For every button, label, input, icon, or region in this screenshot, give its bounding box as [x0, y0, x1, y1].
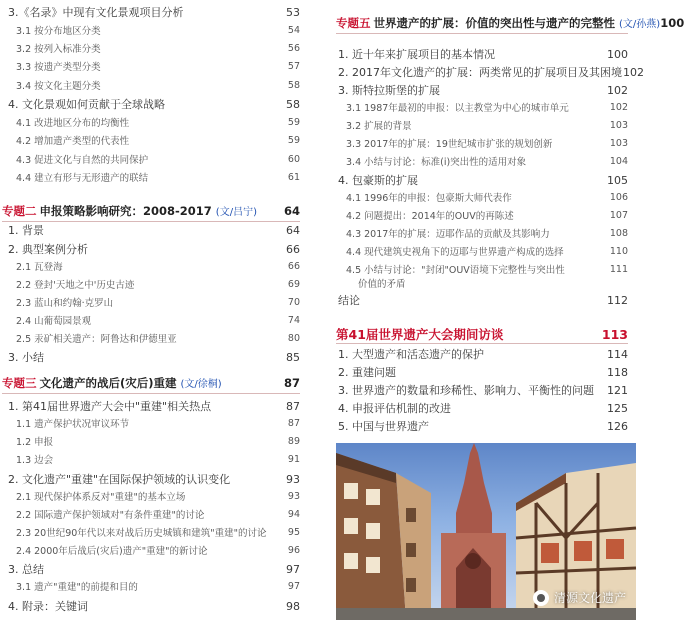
toc-entry — [338, 346, 628, 362]
toc-entry — [8, 222, 300, 238]
toc-entry-title: 4.3 促进文化与自然的共同保护 — [16, 155, 149, 166]
toc-entry-page: 114 — [607, 347, 628, 361]
toc-entry-title: 5. 中国与世界遗产 — [338, 420, 429, 433]
toc-entry-page: 87 — [287, 417, 300, 429]
topic-page: 100 — [660, 16, 684, 30]
toc-entry — [338, 82, 628, 98]
topic-title: 文化遗产的战后(灾后)重建 — [39, 376, 181, 390]
topic-heading — [2, 375, 300, 391]
toc-entry-title: 2.3 20世纪90年代以来对战后历史城镇和建筑"重建"的讨论 — [16, 528, 267, 539]
toc-entry — [346, 100, 628, 114]
toc-entry-title: 2.4 山葡萄园景观 — [16, 316, 92, 327]
toc-entry-page: 54 — [287, 24, 300, 36]
toc-entry-title: 4. 申报评估机制的改进 — [338, 402, 451, 415]
toc-entry-page: 59 — [287, 134, 300, 146]
toc-entry — [16, 434, 300, 448]
toc-entry-title: 3. 小结 — [8, 351, 44, 364]
toc-entry-page: 87 — [286, 399, 300, 413]
topic-divider — [2, 221, 300, 222]
toc-entry — [16, 259, 300, 273]
toc-entry-title: 价值的矛盾 — [358, 279, 406, 290]
topic-tag: 专题三 — [2, 376, 37, 390]
topic-title: 申报策略影响研究：2008-2017 — [39, 204, 216, 218]
toc-entry-title: 1.3 边会 — [16, 455, 54, 466]
toc-entry — [338, 400, 628, 416]
toc-entry — [358, 276, 628, 290]
toc-entry — [8, 598, 300, 614]
toc-entry-page: 110 — [609, 245, 628, 257]
topic-divider — [2, 393, 300, 394]
strasbourg-photo — [336, 443, 636, 620]
toc-entry-title: 1.1 遗产保护状况审议环节 — [16, 419, 130, 430]
toc-entry-title: 3.2 按列入标准分类 — [16, 44, 101, 55]
toc-entry-page: 95 — [287, 526, 300, 538]
toc-entry-title: 4.2 问题提出：2014年的OUV的再陈述 — [346, 211, 514, 222]
toc-entry-page: 66 — [286, 242, 300, 256]
toc-entry — [16, 78, 300, 92]
watermark-text: 清源文化遗产 — [553, 591, 626, 605]
toc-entry-title: 1. 背景 — [8, 224, 44, 237]
toc-entry-page: 100 — [607, 47, 628, 61]
toc-entry-title: 2. 2017年文化遗产的扩展：两类常见的扩展项目及其困境 — [338, 66, 622, 79]
toc-entry-page: 98 — [286, 599, 300, 613]
toc-entry — [338, 46, 628, 62]
toc-entry — [8, 398, 300, 414]
toc-entry — [16, 543, 300, 557]
toc-entry-title: 1. 大型遗产和活态遗产的保护 — [338, 348, 484, 361]
toc-entry-page: 121 — [607, 383, 628, 397]
toc-entry-title: 3.1 1987年最初的申报：以主教堂为中心的城市单元 — [346, 103, 569, 114]
toc-entry-title: 2.2 国际遗产保护领域对"有条件重建"的讨论 — [16, 510, 205, 521]
toc-entry-page: 111 — [609, 263, 628, 275]
toc-entry — [16, 152, 300, 166]
toc-entry — [346, 154, 628, 168]
toc-entry-title: 2.3 蓝山和约翰·克罗山 — [16, 298, 114, 309]
toc-entry-page: 108 — [609, 227, 628, 239]
toc-entry-page: 85 — [286, 350, 300, 364]
interview-heading — [336, 325, 628, 343]
toc-entry-page: 80 — [287, 332, 300, 344]
toc-entry — [338, 64, 644, 80]
topic-heading-text — [2, 203, 278, 219]
topic-tag: 专题二 — [2, 204, 37, 218]
toc-entry — [16, 170, 300, 184]
toc-entry-page: 89 — [287, 435, 300, 447]
toc-entry-page: 91 — [287, 453, 300, 465]
toc-entry-title: 3.《名录》中现有文化景观项目分析 — [8, 6, 184, 19]
toc-entry-page: 97 — [286, 562, 300, 576]
toc-entry — [346, 244, 628, 258]
toc-entry-title: 4.3 2017年的扩展：迈耶作品的贡献及其影响力 — [346, 229, 550, 240]
toc-entry-page: 61 — [287, 171, 300, 183]
toc-entry-title: 2.1 瓦登海 — [16, 262, 63, 273]
toc-entry-title: 4.2 增加遗产类型的代表性 — [16, 136, 130, 147]
interview-page: 113 — [601, 326, 628, 342]
toc-entry-page: 56 — [287, 42, 300, 54]
toc-entry-page: 69 — [287, 278, 300, 290]
toc-entry — [16, 525, 300, 539]
toc-entry-title: 4.4 建立有形与无形遗产的联结 — [16, 173, 149, 184]
topic-author: (文/吕宁) — [215, 207, 257, 218]
toc-entry-page: 102 — [622, 65, 644, 79]
toc-entry-title: 结论 — [338, 294, 360, 307]
toc-entry-page: 66 — [287, 260, 300, 272]
topic-divider — [336, 33, 628, 34]
toc-entry-title: 3. 总结 — [8, 563, 44, 576]
toc-entry-title: 4.5 小结与讨论："封闭"OUV语境下完整性与突出性 — [346, 265, 565, 276]
toc-entry-title: 4. 包豪斯的扩展 — [338, 174, 418, 187]
toc-entry — [16, 295, 300, 309]
toc-entry-title: 4.1 1996年的申报：包豪斯大师代表作 — [346, 193, 512, 204]
toc-entry-page: 93 — [286, 472, 300, 486]
toc-entry — [8, 349, 300, 365]
toc-entry-page: 105 — [607, 173, 628, 187]
toc-entry-title: 2.1 现代保护体系反对"重建"的基本立场 — [16, 492, 186, 503]
toc-entry-page: 103 — [609, 119, 628, 131]
toc-entry — [16, 133, 300, 147]
toc-entry-title: 2. 重建问题 — [338, 366, 396, 379]
toc-entry-page: 74 — [287, 314, 300, 326]
toc-entry-page: 104 — [609, 155, 628, 167]
toc-entry — [16, 416, 300, 430]
toc-entry-title: 2.2 登封'天地之中'历史古迹 — [16, 280, 135, 291]
toc-entry-page: 102 — [609, 101, 628, 113]
topic-page: 87 — [283, 376, 300, 390]
toc-entry — [346, 136, 628, 150]
toc-entry-page: 64 — [286, 223, 300, 237]
toc-entry — [338, 292, 628, 308]
topic-tag: 专题五 — [336, 16, 371, 30]
toc-entry-page: 96 — [287, 544, 300, 556]
toc-entry-page: 103 — [609, 137, 628, 149]
toc-entry — [8, 471, 300, 487]
toc-entry — [346, 190, 628, 204]
toc-entry-title: 3.4 小结与讨论：标准(i)突出性的适用对象 — [346, 157, 527, 168]
toc-entry — [8, 96, 300, 112]
toc-entry — [338, 364, 628, 380]
toc-entry-title: 3.1 遗产"重建"的前提和目的 — [16, 582, 138, 593]
toc-entry-page: 125 — [607, 401, 628, 415]
topic-heading-text — [336, 15, 660, 31]
toc-entry-page: 97 — [287, 580, 300, 592]
topic-heading — [2, 203, 300, 219]
toc-entry-page: 118 — [607, 365, 628, 379]
watermark — [533, 589, 626, 606]
toc-entry — [8, 561, 300, 577]
toc-entry-title: 4.4 现代建筑史视角下的迈耶与世界遗产构成的选择 — [346, 247, 564, 258]
toc-entry-page: 102 — [607, 83, 628, 97]
toc-entry — [16, 331, 300, 345]
topic-author: (文/孙燕) — [619, 19, 661, 30]
interview-title: 第41届世界遗产大会期间访谈 — [336, 327, 504, 342]
toc-entry — [346, 118, 628, 132]
interview-divider — [336, 343, 628, 344]
toc-entry-title: 4.1 改进地区分布的均衡性 — [16, 118, 130, 129]
toc-entry-page: 93 — [287, 490, 300, 502]
toc-entry-title: 3.3 按遗产类型分类 — [16, 62, 101, 73]
toc-entry-title: 2. 典型案例分析 — [8, 243, 88, 256]
toc-entry-page: 70 — [287, 296, 300, 308]
toc-entry-page: 106 — [609, 191, 628, 203]
toc-entry-title: 2.4 2000年后战后(灾后)遗产"重建"的新讨论 — [16, 546, 208, 557]
toc-entry-title: 1. 近十年来扩展项目的基本情况 — [338, 48, 495, 61]
toc-entry-page: 58 — [287, 79, 300, 91]
toc-entry-page: 107 — [609, 209, 628, 221]
toc-entry-title: 3.3 2017年的扩展：19世纪城市扩张的规划创新 — [346, 139, 553, 150]
toc-entry-title: 1.2 申报 — [16, 437, 54, 448]
toc-entry-title: 2.5 汞矿相关遗产：阿鲁达和伊德里亚 — [16, 334, 177, 345]
toc-entry-page: 94 — [287, 508, 300, 520]
toc-entry — [16, 41, 300, 55]
toc-entry-page: 59 — [287, 116, 300, 128]
toc-entry — [338, 382, 628, 398]
toc-entry — [16, 489, 300, 503]
toc-entry-page: 126 — [607, 419, 628, 433]
topic-page: 64 — [283, 204, 300, 218]
toc-entry — [346, 262, 628, 276]
toc-entry — [16, 23, 300, 37]
topic-title: 世界遗产的扩展：价值的突出性与遗产的完整性 — [373, 16, 620, 30]
topic-heading — [336, 15, 684, 31]
topic-author: (文/徐桐) — [180, 379, 222, 390]
toc-entry — [16, 313, 300, 327]
toc-entry-page: 112 — [607, 293, 628, 307]
toc-entry — [16, 579, 300, 593]
toc-entry — [346, 208, 628, 222]
toc-entry — [338, 418, 628, 434]
toc-entry-title: 3. 斯特拉斯堡的扩展 — [338, 84, 440, 97]
toc-entry-title: 3.1 按分布地区分类 — [16, 26, 101, 37]
toc-entry-title: 4. 文化景观如何贡献于全球战略 — [8, 98, 165, 111]
toc-entry — [16, 59, 300, 73]
wechat-logo-icon — [533, 590, 549, 606]
toc-entry-page: 60 — [287, 153, 300, 165]
toc-entry — [16, 507, 300, 521]
toc-entry-page: 57 — [287, 60, 300, 72]
toc-entry-title: 3.4 按文化主题分类 — [16, 81, 101, 92]
toc-entry-title: 3.2 扩展的背景 — [346, 121, 412, 132]
topic-heading-text — [2, 375, 278, 391]
toc-entry-page: 58 — [286, 97, 300, 111]
toc-entry — [8, 241, 300, 257]
toc-entry — [16, 452, 300, 466]
toc-entry-title: 2. 文化遗产"重建"在国际保护领域的认识变化 — [8, 473, 231, 486]
toc-entry — [338, 172, 628, 188]
toc-entry — [16, 277, 300, 291]
toc-entry-page: 53 — [286, 5, 300, 19]
toc-entry — [8, 4, 300, 20]
toc-entry-title: 4. 附录：关键词 — [8, 600, 88, 613]
toc-entry-title: 3. 世界遗产的数量和珍稀性、影响力、平衡性的问题 — [338, 384, 594, 397]
toc-entry-title: 1. 第41届世界遗产大会中"重建"相关热点 — [8, 400, 212, 413]
toc-entry — [346, 226, 628, 240]
toc-entry — [16, 115, 300, 129]
